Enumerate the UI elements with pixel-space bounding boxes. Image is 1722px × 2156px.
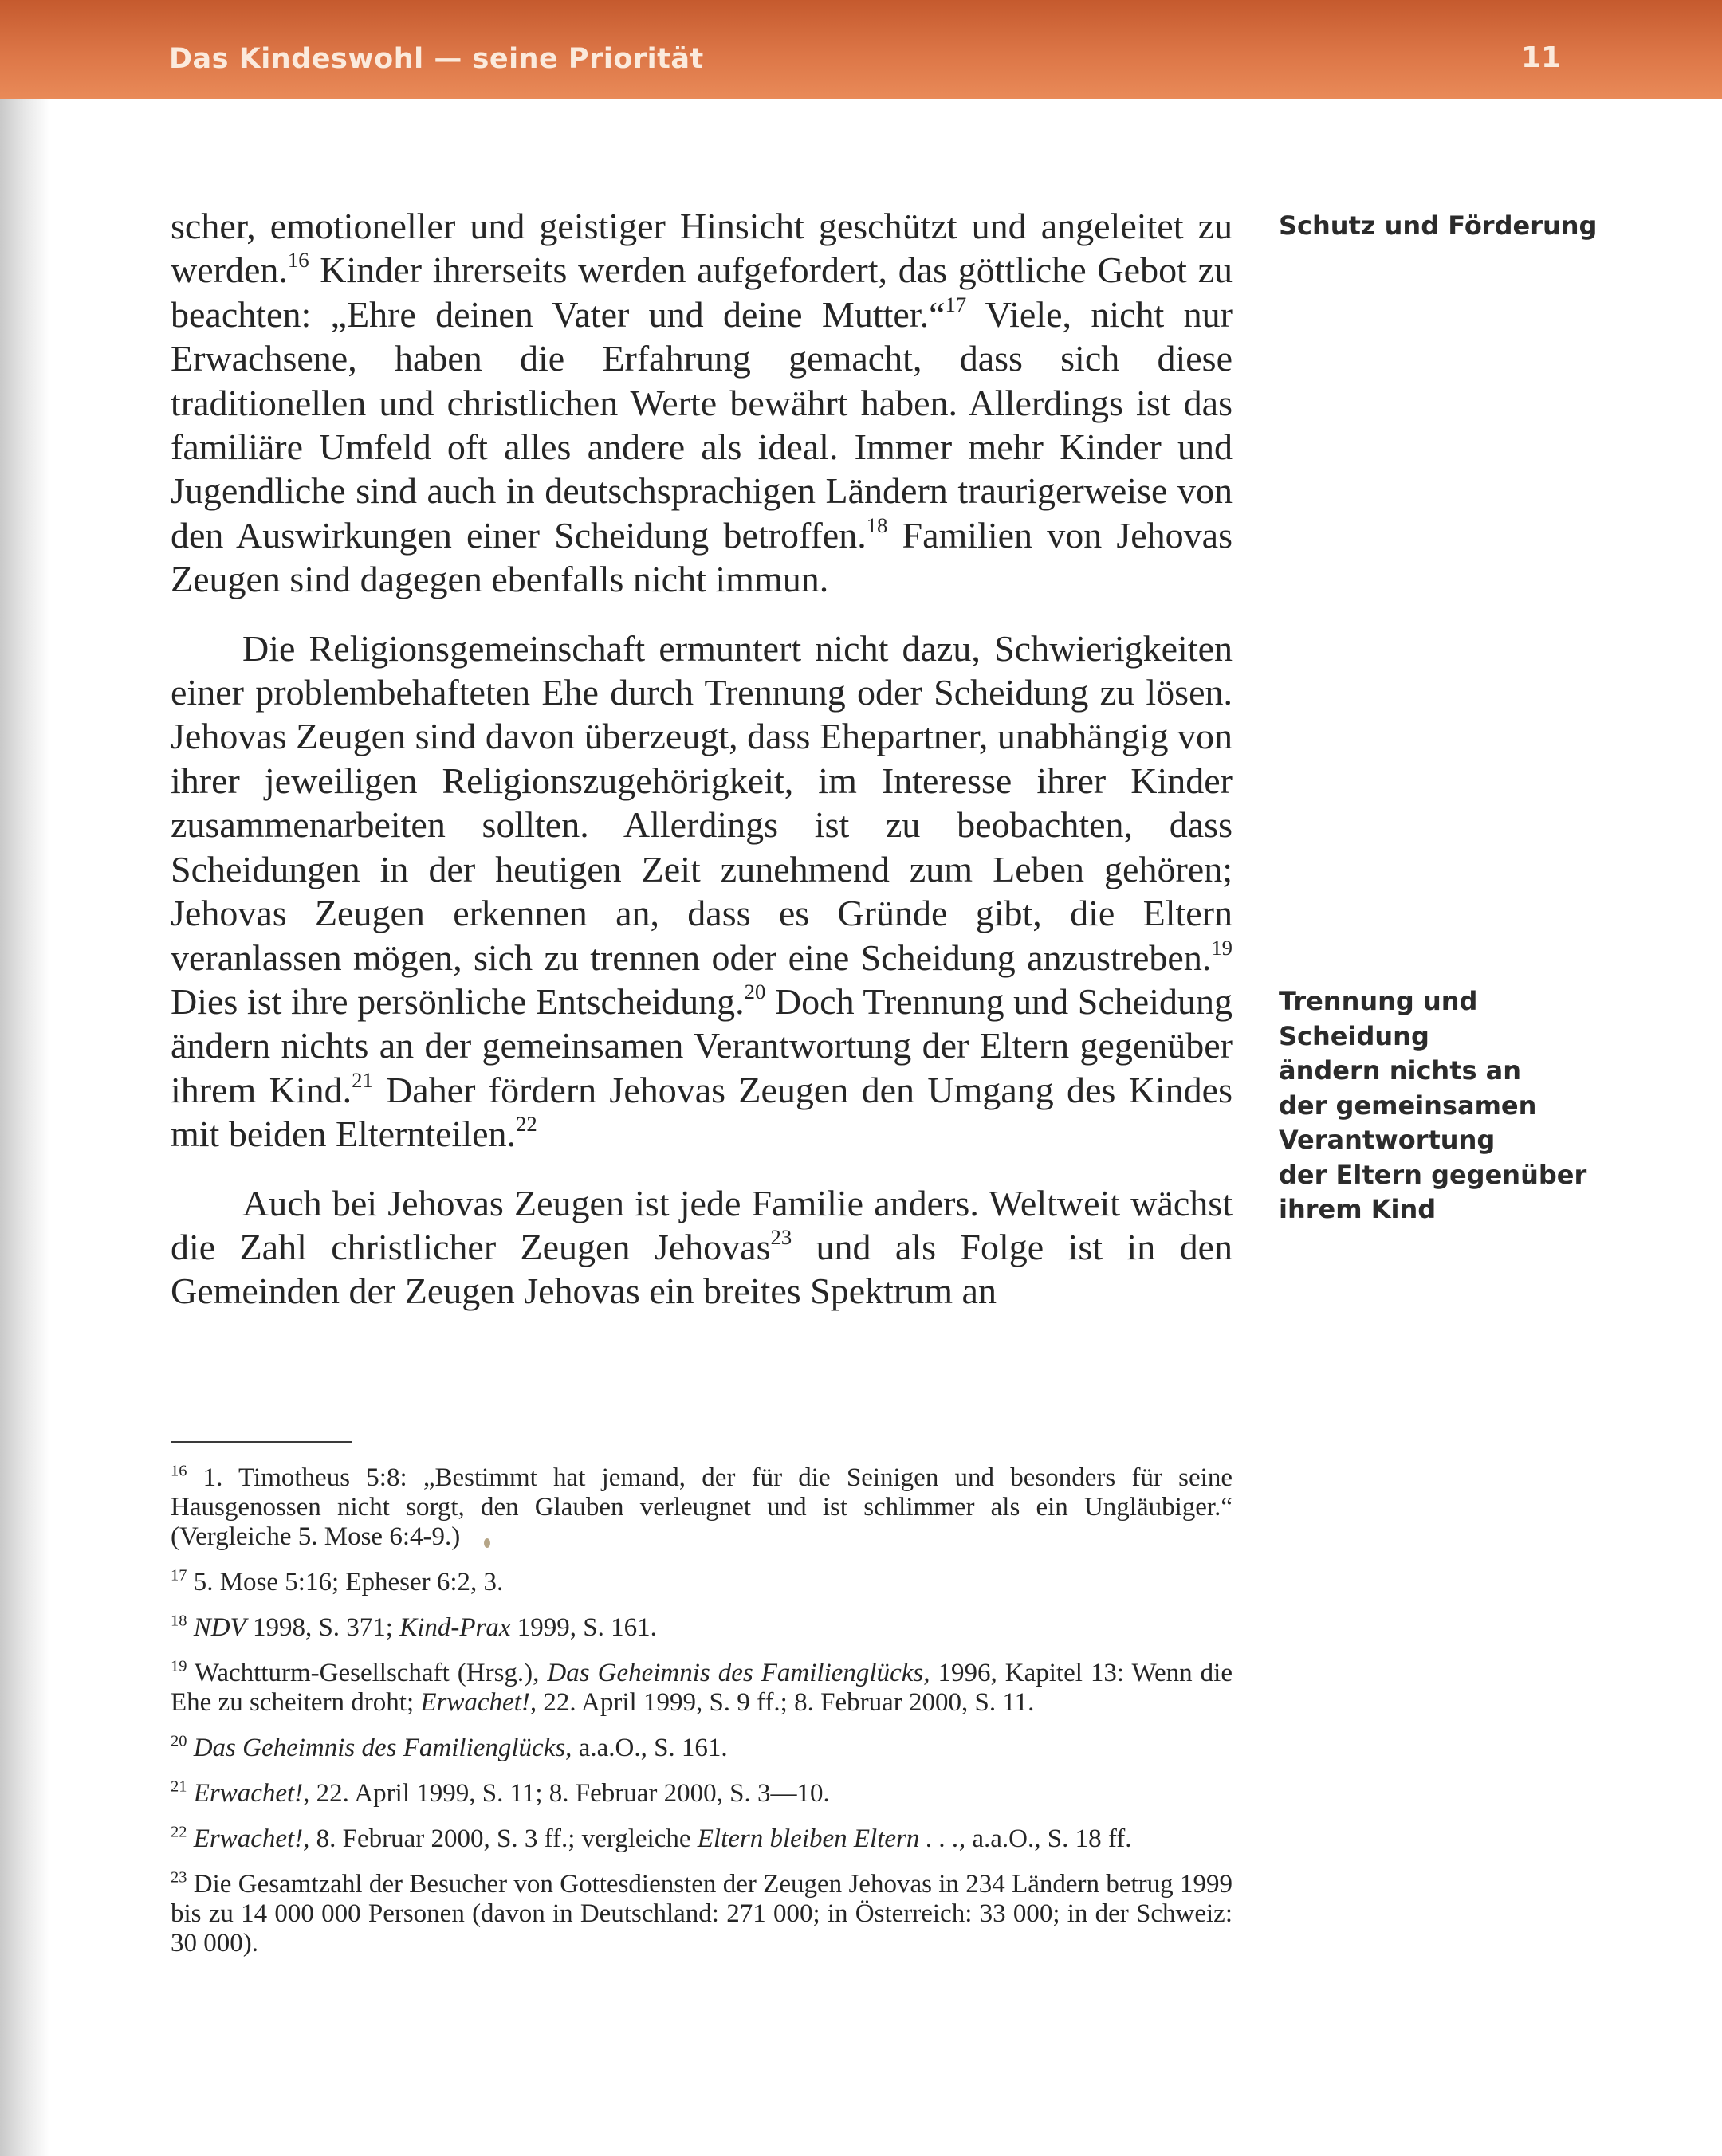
paragraph-3 bbox=[171, 1181, 1233, 1314]
footnote-italic: Erwachet!, bbox=[193, 1824, 310, 1853]
running-header-title: Das Kindeswohl — seine Priorität bbox=[169, 43, 704, 75]
footnote-ref-21[interactable]: 21 bbox=[352, 1067, 373, 1092]
footnote-text: 22. April 1999, S. 9 ff.; 8. Februar 2000, S. 11. bbox=[537, 1688, 1035, 1717]
running-header bbox=[0, 0, 1722, 99]
footnote-ref-23[interactable]: 23 bbox=[770, 1224, 792, 1249]
footnote-17 bbox=[171, 1568, 1233, 1597]
margin-note-line: Trennung und Scheidung bbox=[1279, 986, 1478, 1051]
footnote-number: 21 bbox=[171, 1777, 187, 1796]
margin-note-line: Schutz und Förderung bbox=[1279, 210, 1598, 241]
footnote-italic: Erwachet!, bbox=[193, 1779, 310, 1808]
footnote-ref-17[interactable]: 17 bbox=[945, 292, 967, 316]
footnote-number: 16 bbox=[171, 1462, 187, 1480]
text-span: Kinder ihrerseits werden aufgefordert, das göttliche Gebot zu beachten: „Ehre deinen Vater und deine Mutter.“ bbox=[171, 249, 1233, 335]
footnote-text: a.a.O., S. 161. bbox=[572, 1734, 728, 1762]
footnote-italic: Das Geheimnis des Familienglücks, bbox=[193, 1734, 572, 1762]
footnote-number: 20 bbox=[171, 1732, 187, 1750]
page-gutter-shadow bbox=[0, 0, 49, 2156]
footnote-number: 19 bbox=[171, 1657, 187, 1675]
footnote-italic: Kind-Prax bbox=[399, 1613, 511, 1642]
margin-note-line: der gemeinsamen bbox=[1279, 1090, 1537, 1121]
footnote-text: 1999, S. 161. bbox=[510, 1613, 657, 1642]
footnote-text: Wachtturm-Gesellschaft (Hrsg.), bbox=[187, 1659, 548, 1687]
margin-note-line: ihrem Kind bbox=[1279, 1194, 1437, 1224]
footnote-italic: Eltern bleiben Eltern . . ., bbox=[697, 1824, 966, 1853]
footnote-text: 1998, S. 371; bbox=[246, 1613, 400, 1642]
text-span: Dies ist ihre persönliche Entscheidung. bbox=[171, 980, 745, 1022]
footnote-21 bbox=[171, 1779, 1233, 1808]
footnote-16 bbox=[171, 1463, 1233, 1552]
footnote-italic: Das Geheimnis des Familienglücks, bbox=[547, 1659, 930, 1687]
footnote-number: 18 bbox=[171, 1612, 187, 1630]
footnote-ref-16[interactable]: 16 bbox=[287, 248, 309, 273]
footnote-text: 1. Timotheus 5:8: „Bestimmt hat jemand, der für die Seinigen und besonders für seine Hausgenossen nicht sorgt, den Glauben verleugnet und ist schlimmer als ein Ungläubiger.“ (Vergleiche 5. Mose 6:4-9.) bbox=[171, 1463, 1233, 1551]
paragraph-2 bbox=[171, 626, 1233, 1157]
footnote-number: 17 bbox=[171, 1566, 187, 1585]
footnote-ref-18[interactable]: 18 bbox=[866, 512, 888, 537]
margin-note-schutz bbox=[1279, 209, 1630, 244]
footnote-separator bbox=[171, 1441, 352, 1443]
footnote-23 bbox=[171, 1870, 1233, 1958]
footnote-ref-22[interactable]: 22 bbox=[516, 1111, 537, 1136]
footnote-text: a.a.O., S. 18 ff. bbox=[965, 1824, 1132, 1853]
footnote-text: 1996, Kapitel 13: Wenn die Ehe zu scheitern droht; bbox=[171, 1659, 1233, 1717]
footnote-italic: NDV bbox=[193, 1613, 246, 1642]
margin-note-line: ändern nichts an bbox=[1279, 1055, 1522, 1086]
margin-note-trennung bbox=[1279, 984, 1630, 1227]
page-number: 11 bbox=[1521, 41, 1562, 74]
footnote-19 bbox=[171, 1659, 1233, 1718]
text-span: Daher fördern Jehovas Zeugen den Umgang des Kindes mit beiden Elternteilen. bbox=[171, 1069, 1233, 1155]
footnote-20 bbox=[171, 1734, 1233, 1763]
footnote-italic: Erwachet!, bbox=[420, 1688, 537, 1717]
paragraph-1 bbox=[171, 204, 1233, 602]
text-span: Doch Trennung und Scheidung ändern nichts an der gemeinsamen Verantwortung der Eltern gegenüber ihrem Kind. bbox=[171, 980, 1233, 1110]
text-span: Auch bei Jehovas Zeugen ist jede Familie anders. Weltweit wächst die Zahl christlicher Zeugen Jehovas bbox=[171, 1182, 1233, 1267]
text-span: Die Religionsgemeinschaft ermuntert nicht dazu, Schwierigkeiten einer problembehafteten Ehe durch Trennung oder Scheidung zu lösen. Jehovas Zeugen sind davon überzeugt, dass Ehepartner, unabhängig von ihrer jeweiligen Religionszugehörigkeit, im Interesse ihrer Kinder zusammenarbeiten sollten. Allerdings ist zu beobachten, dass Scheidungen in der heutigen Zeit zunehmend zum Leben gehören; Jehovas Zeugen erkennen an, dass es Gründe gibt, die Eltern veranlassen mögen, sich zu trennen oder eine Scheidung anzustreben. bbox=[171, 627, 1233, 978]
footnote-ref-20[interactable]: 20 bbox=[744, 979, 766, 1003]
footnote-text: 22. April 1999, S. 11; 8. Februar 2000, S. 3—10. bbox=[309, 1779, 830, 1808]
main-text-column bbox=[171, 204, 1233, 1314]
footnote-text: 8. Februar 2000, S. 3 ff.; vergleiche bbox=[309, 1824, 698, 1853]
footnote-18 bbox=[171, 1613, 1233, 1643]
text-span: Familien von Jehovas Zeugen sind dagegen ebenfalls nicht immun. bbox=[171, 514, 1233, 600]
footnote-text: 5. Mose 5:16; Epheser 6:2, 3. bbox=[187, 1568, 504, 1596]
footnote-text: Die Gesamtzahl der Besucher von Gottesdiensten der Zeugen Jehovas in 234 Ländern betrug 1999 bis zu 14 000 000 Personen (davon in Deutschland: 271 000; in Österreich: 33 000; in der Schweiz: 30 000). bbox=[171, 1870, 1233, 1958]
footnote-ref-19[interactable]: 19 bbox=[1211, 935, 1233, 960]
margin-note-line: Verantwortung bbox=[1279, 1125, 1496, 1155]
footnotes bbox=[171, 1463, 1233, 1974]
text-span: Viele, nicht nur Erwachsene, haben die Erfahrung gemacht, dass sich diese traditionellen und christlichen Werte bewährt haben. Allerdings ist das familiäre Umfeld oft alles andere als ideal. Immer mehr Kinder und Jugendliche sind auch in deutschsprachigen Ländern traurigerweise von den Auswirkungen einer Scheidung betroffen. bbox=[171, 293, 1233, 556]
text-span: scher, emotioneller und geistiger Hinsicht geschützt und angeleitet zu werden. bbox=[171, 206, 1233, 291]
footnote-number: 22 bbox=[171, 1823, 187, 1841]
text-span: und als Folge ist in den Gemeinden der Zeugen Jehovas ein breites Spektrum an bbox=[171, 1226, 1233, 1312]
paper-speck bbox=[484, 1538, 490, 1548]
footnote-number: 23 bbox=[171, 1868, 187, 1887]
footnote-22 bbox=[171, 1824, 1233, 1854]
margin-note-line: der Eltern gegenüber bbox=[1279, 1159, 1587, 1190]
